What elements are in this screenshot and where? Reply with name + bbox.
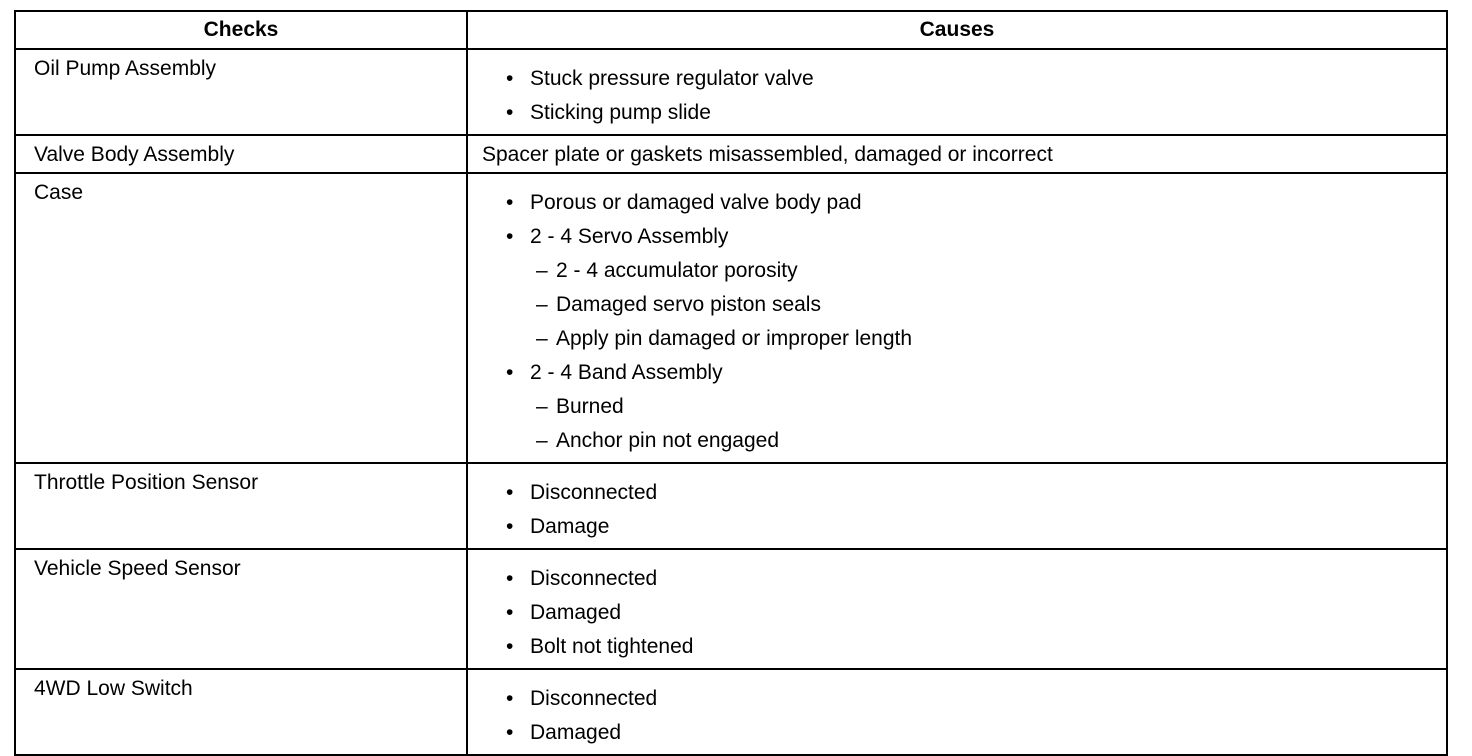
diagnosis-table (14, 10, 1448, 756)
table-row (15, 173, 1447, 463)
check-cell: Vehicle Speed Sensor (15, 549, 467, 669)
cause-item (504, 220, 1446, 356)
cause-list (482, 556, 1446, 664)
cause-item: • Disconnected (504, 476, 1446, 510)
causes-cell (467, 549, 1447, 669)
causes-header: Causes (467, 11, 1447, 49)
sub-cause-item: – 2 - 4 accumulator porosity (536, 254, 1446, 288)
check-cell: 4WD Low Switch (15, 669, 467, 755)
sub-cause-list (530, 390, 1446, 458)
plain-cause-text: Spacer plate or gaskets misassembled, damaged or incorrect (482, 143, 1053, 166)
table-row (15, 549, 1447, 669)
cause-list (482, 470, 1446, 544)
cause-item (504, 186, 1446, 220)
table-row (15, 135, 1447, 173)
table-row (15, 49, 1447, 135)
check-cell: Case (15, 173, 467, 463)
cause-list (482, 676, 1446, 750)
cause-item: • Sticking pump slide (504, 96, 1446, 130)
check-cell: Valve Body Assembly (15, 135, 467, 173)
cause-text: Porous or damaged valve body pad (530, 191, 862, 214)
check-cell: Oil Pump Assembly (15, 49, 467, 135)
cause-list (482, 180, 1446, 458)
causes-cell (467, 135, 1447, 173)
cause-item: • Disconnected (504, 682, 1446, 716)
causes-cell (467, 463, 1447, 549)
cause-item: • Damaged (504, 596, 1446, 630)
causes-cell (467, 49, 1447, 135)
causes-cell (467, 173, 1447, 463)
causes-cell (467, 669, 1447, 755)
cause-list (482, 56, 1446, 130)
table-row (15, 463, 1447, 549)
header-row (15, 11, 1447, 49)
sub-cause-item: – Anchor pin not engaged (536, 424, 1446, 458)
cause-item: • Disconnected (504, 562, 1446, 596)
cause-text: 2 - 4 Servo Assembly (530, 225, 729, 248)
cause-item: • Damaged (504, 716, 1446, 750)
check-cell: Throttle Position Sensor (15, 463, 467, 549)
sub-cause-list (530, 254, 1446, 356)
cause-item: • Stuck pressure regulator valve (504, 62, 1446, 96)
checks-header: Checks (15, 11, 467, 49)
cause-item: • Damage (504, 510, 1446, 544)
cause-text: 2 - 4 Band Assembly (530, 361, 723, 384)
table-row (15, 669, 1447, 755)
sub-cause-item: – Damaged servo piston seals (536, 288, 1446, 322)
sub-cause-item: – Apply pin damaged or improper length (536, 322, 1446, 356)
sub-cause-item: – Burned (536, 390, 1446, 424)
cause-item: • Bolt not tightened (504, 630, 1446, 664)
cause-item (504, 356, 1446, 458)
